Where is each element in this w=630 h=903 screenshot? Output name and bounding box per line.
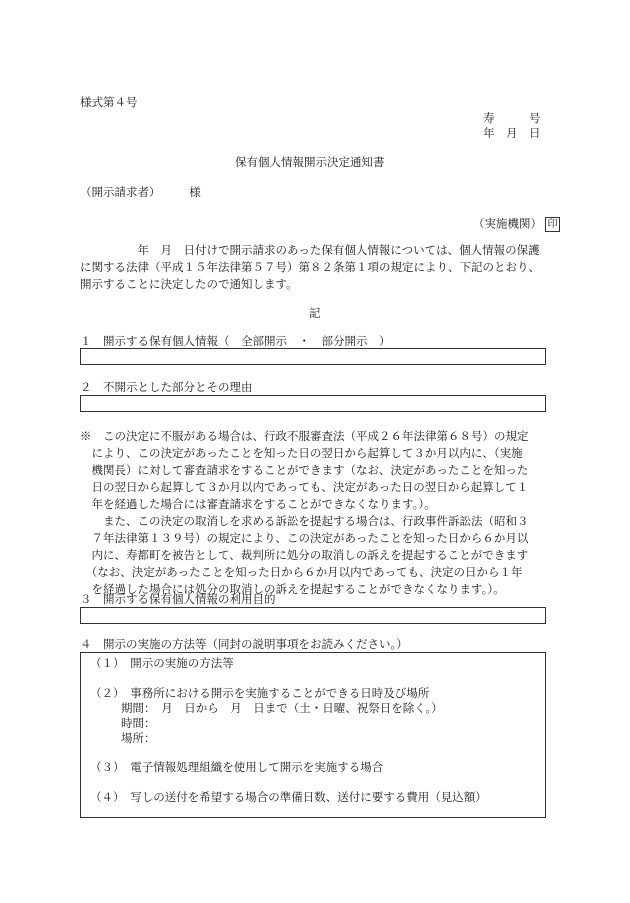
section-2-heading: ２ 不開示とした部分とその理由 [80,380,253,394]
section-4-item-3: （３） 電子情報処理組織を使用して開示を実施する場合 [90,760,384,774]
section-1-heading: １ 開示する保有個人情報（ 全部開示 ・ 部分開示 ） [80,334,391,348]
notice-line: を経過した場合には処分の取消しの訴えを提起することができなくなります。）。 [80,582,505,596]
notice-line: 内に、寿都町を被告として、裁判所に処分の取消しの訴えを提起することができます [80,548,529,562]
section-3-heading: ３ 開示する保有個人情報の利用目的 [80,592,276,606]
notice-line: 年を経過した場合には審査請求をすることができなくなります。）。 [80,497,436,511]
place-line: 場所： [121,731,156,745]
document-number: 寿 号 [483,111,541,125]
seal-mark: 印 [545,217,560,232]
intro-line: に関する法律（平成１５年法律第５７号）第８２条第１項の規定により、下記のとおり、 [80,260,540,274]
notice-line: ７年法律第１３９号）の規定により、この決定があったことを知った日から６か月以 [80,531,529,545]
notice-line: ※ この決定に不服がある場合は、行政不服審査法（平成２６年法律第６８号）の規定 [80,429,529,443]
section-4-item-1: （１） 開示の実施の方法等 [90,656,234,670]
ki-heading: 記 [309,306,321,320]
section-4-item-2: （２） 事務所における開示を実施することができる日時及び場所 [90,686,430,700]
form-number: 様式第４号 [80,95,138,109]
notice-line: （なお、決定があったことを知った日から６か月以内であっても、決定の日から１年 [80,565,523,579]
document-date: 年 月 日 [483,126,541,140]
requester-line: （開示請求者） 様 [80,185,201,199]
section-3-box [80,607,546,624]
intro-paragraph [80,242,550,293]
notice-line: また、この決定の取消しを求める訴訟を提起する場合は、行政事件訴訟法（昭和３ [80,514,529,528]
notice-paragraph [80,428,550,598]
agency-label: （実施機関） [473,216,542,231]
intro-line: 開示することに決定したので通知します。 [80,277,298,291]
document-title: 保有個人情報開示決定通知書 [235,155,385,169]
intro-line: 年 月 日付けで開示請求のあった保有個人情報については、個人情報の保護 [80,243,540,257]
agency-line [473,217,560,232]
notice-line: により、この決定があったことを知った日の翌日から起算して３か月以内に、（実施 [80,446,523,460]
section-4-item-4: （４） 写しの送付を希望する場合の準備日数、送付に要する費用（見込額） [90,790,487,804]
period-line: 期間： 月 日から 月 日まで（土・日曜、祝祭日を除く。） [121,701,443,715]
notice-line: 日の翌日から起算して３か月以内であっても、決定があった日の翌日から起算して１ [80,480,529,494]
section-1-box [80,348,546,365]
time-line: 時間： [121,716,156,730]
section-2-box [80,395,546,412]
section-4-heading: ４ 開示の実施の方法等（同封の説明事項をお読みください。） [80,637,408,651]
notice-line: 機関長）に対して審査請求をすることができます（なお、決定があったことを知った [80,463,529,477]
